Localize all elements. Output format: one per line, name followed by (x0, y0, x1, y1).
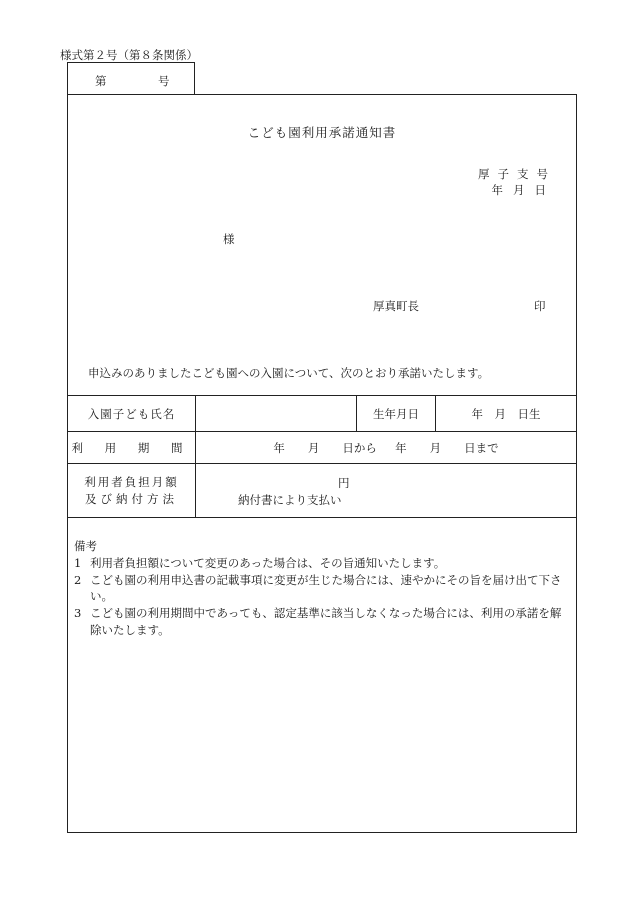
remarks-heading: 備考 (74, 539, 97, 553)
document-number-box (67, 62, 195, 94)
fee-label (68, 464, 196, 518)
remark-item (74, 555, 570, 572)
remark-text: こども園の利用申込書の記載事項に変更が生じた場合には、速やかにその旨を届け出て下さい。 (90, 572, 562, 604)
fee-yen: 円 (338, 476, 350, 490)
birth-date-label: 生年月日 (357, 396, 436, 432)
remark-number: 1 (74, 555, 82, 570)
table-row (68, 432, 577, 464)
fee-label-line2: 及び納付方法 (85, 491, 178, 506)
period-value (196, 432, 577, 464)
seal-mark: 印 (534, 299, 546, 313)
addressee-suffix: 様 (223, 232, 235, 246)
issue-date: 年月日 (491, 183, 556, 197)
approval-details-table (67, 395, 577, 518)
document-title: こども園利用承諾通知書 (247, 125, 397, 140)
fee-method: 納付書により支払い (238, 493, 342, 507)
number-suffix: 号 (158, 74, 170, 88)
period-to: 年 月 日まで (395, 440, 499, 455)
child-name-value (196, 396, 357, 432)
fee-label-line1: 利用者負担月額 (84, 474, 179, 489)
remark-number: 3 (74, 606, 82, 621)
remarks-section (74, 538, 570, 639)
child-name-label: 入園子ども氏名 (68, 396, 196, 432)
document-number: 厚子支号 (478, 167, 556, 181)
remark-text: こども園の利用期間中であっても、認定基準に該当しなくなった場合には、利用の承諾を解除いたします。 (90, 606, 562, 637)
issuer-name: 厚真町長 (373, 299, 419, 313)
intro-text: 申込みのありましたこども園への入園について、次のとおり承諾いたします。 (88, 366, 490, 380)
birth-date-value: 年 月 日生 (436, 396, 577, 432)
period-from: 年 月 日から (273, 440, 377, 455)
period-label: 利 用 期 間 (68, 432, 196, 464)
remark-item (74, 572, 570, 606)
fee-value (196, 464, 577, 518)
form-number-label: 様式第２号（第８条関係） (60, 48, 198, 62)
number-prefix: 第 (95, 74, 107, 88)
remark-item (74, 605, 570, 639)
remark-text: 利用者負担額について変更のあった場合は、その旨通知いたします。 (90, 555, 446, 570)
remark-number: 2 (74, 572, 82, 587)
table-row (68, 396, 577, 432)
table-row (68, 464, 577, 518)
notice-frame (67, 94, 577, 833)
